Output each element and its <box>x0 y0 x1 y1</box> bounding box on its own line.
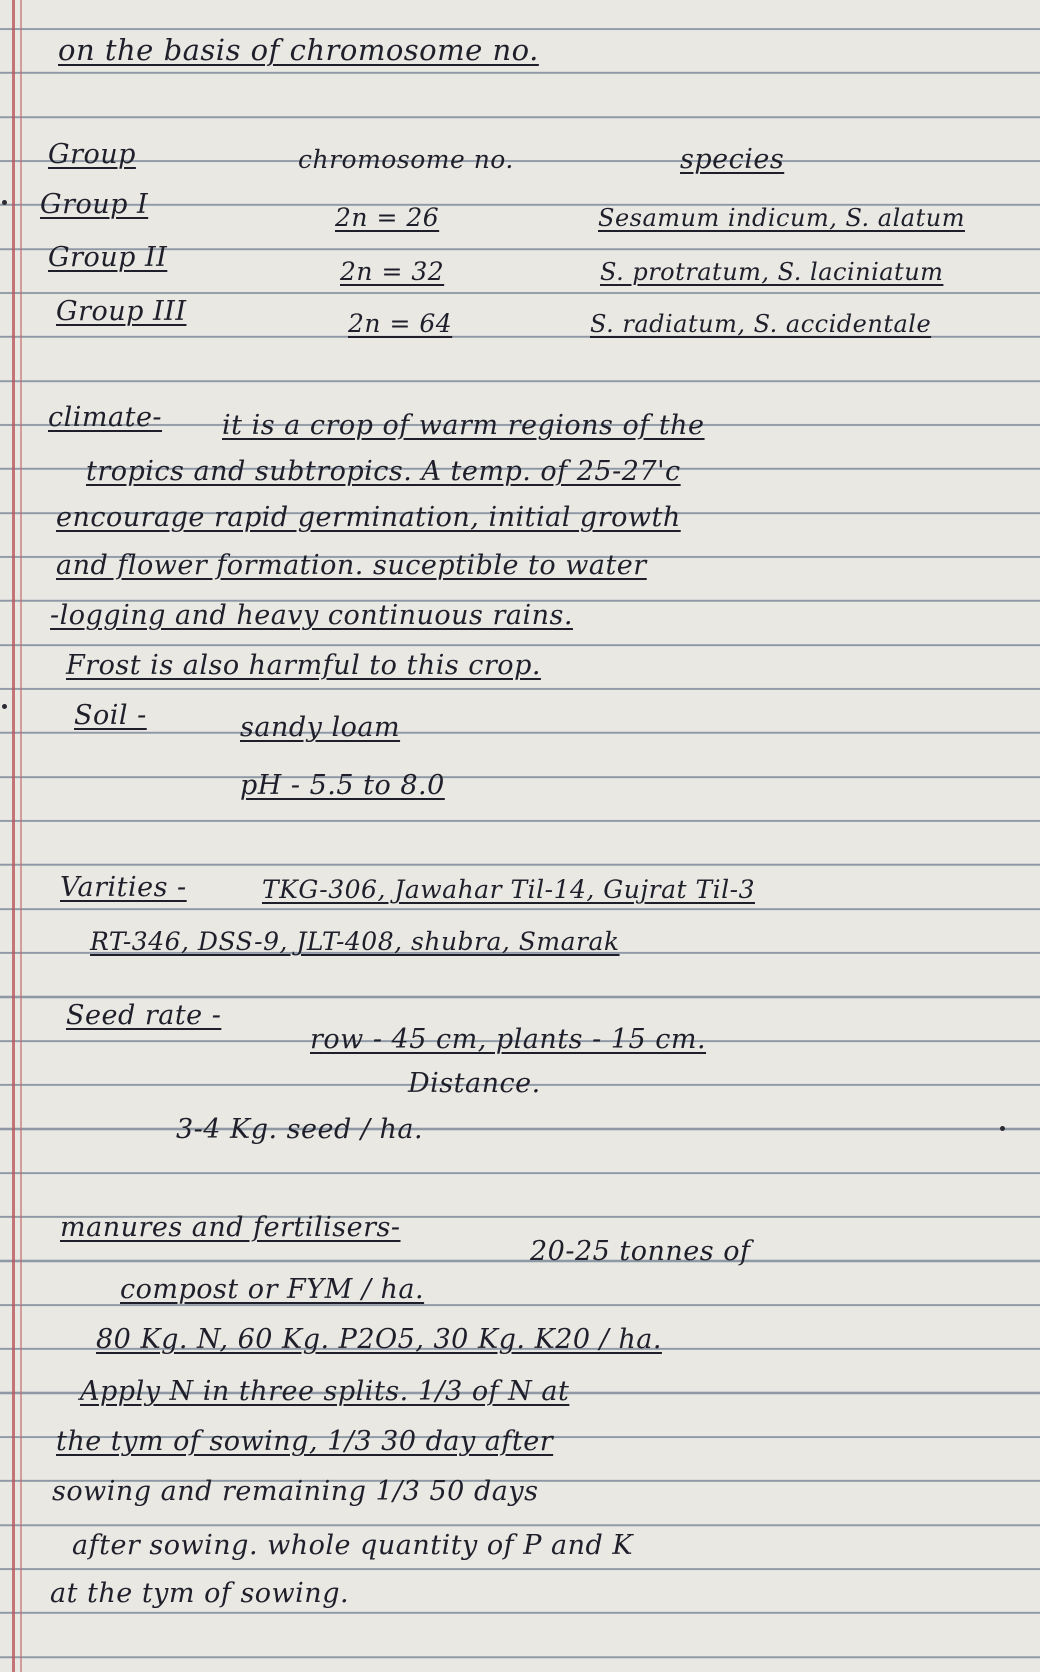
margin-line <box>12 0 15 1672</box>
ink-dot <box>1000 1126 1005 1131</box>
manures-line: compost or FYM / ha. <box>120 1274 425 1305</box>
climate-line: tropics and subtropics. A temp. of 25-27'c <box>86 456 681 487</box>
manures-line: the tym of sowing, 1/3 30 day after <box>56 1426 554 1457</box>
ink-dot <box>2 200 7 205</box>
varieties-line: TKG-306, Jawahar Til-14, Gujrat Til-3 <box>262 875 755 904</box>
ink-dot <box>2 704 7 709</box>
manures-line: Apply N in three splits. 1/3 of N at <box>80 1376 570 1407</box>
margin-line-inner <box>20 0 22 1672</box>
table-row-group: Group I <box>40 189 149 220</box>
manures-line: after sowing. whole quantity of P and K <box>72 1530 633 1561</box>
soil-ph: pH - 5.5 to 8.0 <box>240 770 445 801</box>
climate-line: encourage rapid germination, initial growth <box>56 502 681 533</box>
manures-label: manures and fertilisers- <box>60 1212 401 1243</box>
varieties-label: Varities - <box>60 872 187 903</box>
manures-line: 80 Kg. N, 60 Kg. P2O5, 30 Kg. K20 / ha. <box>96 1324 662 1355</box>
table-row-species: Sesamum indicum, S. alatum <box>598 204 965 232</box>
table-row-species: S. radiatum, S. accidentale <box>590 310 932 338</box>
table-header-group: Group <box>48 139 136 170</box>
manures-line: 20-25 tonnes of <box>530 1236 751 1267</box>
manures-line: sowing and remaining 1/3 50 days <box>52 1476 539 1507</box>
climate-line: it is a crop of warm regions of the <box>222 410 705 441</box>
seed-rate-distance: Distance. <box>408 1068 541 1099</box>
table-row-group: Group II <box>48 242 168 273</box>
climate-label: climate- <box>48 402 163 433</box>
heading: on the basis of chromosome no. <box>58 33 539 67</box>
table-row-chromosome: 2n = 26 <box>335 203 440 232</box>
seed-rate-spacing: row - 45 cm, plants - 15 cm. <box>310 1024 707 1055</box>
varieties-line: RT-346, DSS-9, JLT-408, shubra, Smarak <box>90 927 620 956</box>
climate-line: -logging and heavy continuous rains. <box>50 600 573 631</box>
table-header-chromosome: chromosome no. <box>298 145 514 174</box>
table-row-chromosome: 2n = 32 <box>340 257 445 286</box>
climate-line: Frost is also harmful to this crop. <box>66 650 541 681</box>
table-row-chromosome: 2n = 64 <box>348 309 453 338</box>
seed-rate-value: 3-4 Kg. seed / ha. <box>176 1114 424 1145</box>
seed-rate-label: Seed rate - <box>66 1000 222 1031</box>
table-row-species: S. protratum, S. laciniatum <box>600 258 944 286</box>
climate-line: and flower formation. suceptible to water <box>56 550 647 581</box>
soil-label: Soil - <box>74 700 147 731</box>
soil-value: sandy loam <box>240 712 401 743</box>
table-header-species: species <box>680 144 785 175</box>
table-row-group: Group III <box>56 296 187 327</box>
manures-line: at the tym of sowing. <box>50 1578 350 1609</box>
